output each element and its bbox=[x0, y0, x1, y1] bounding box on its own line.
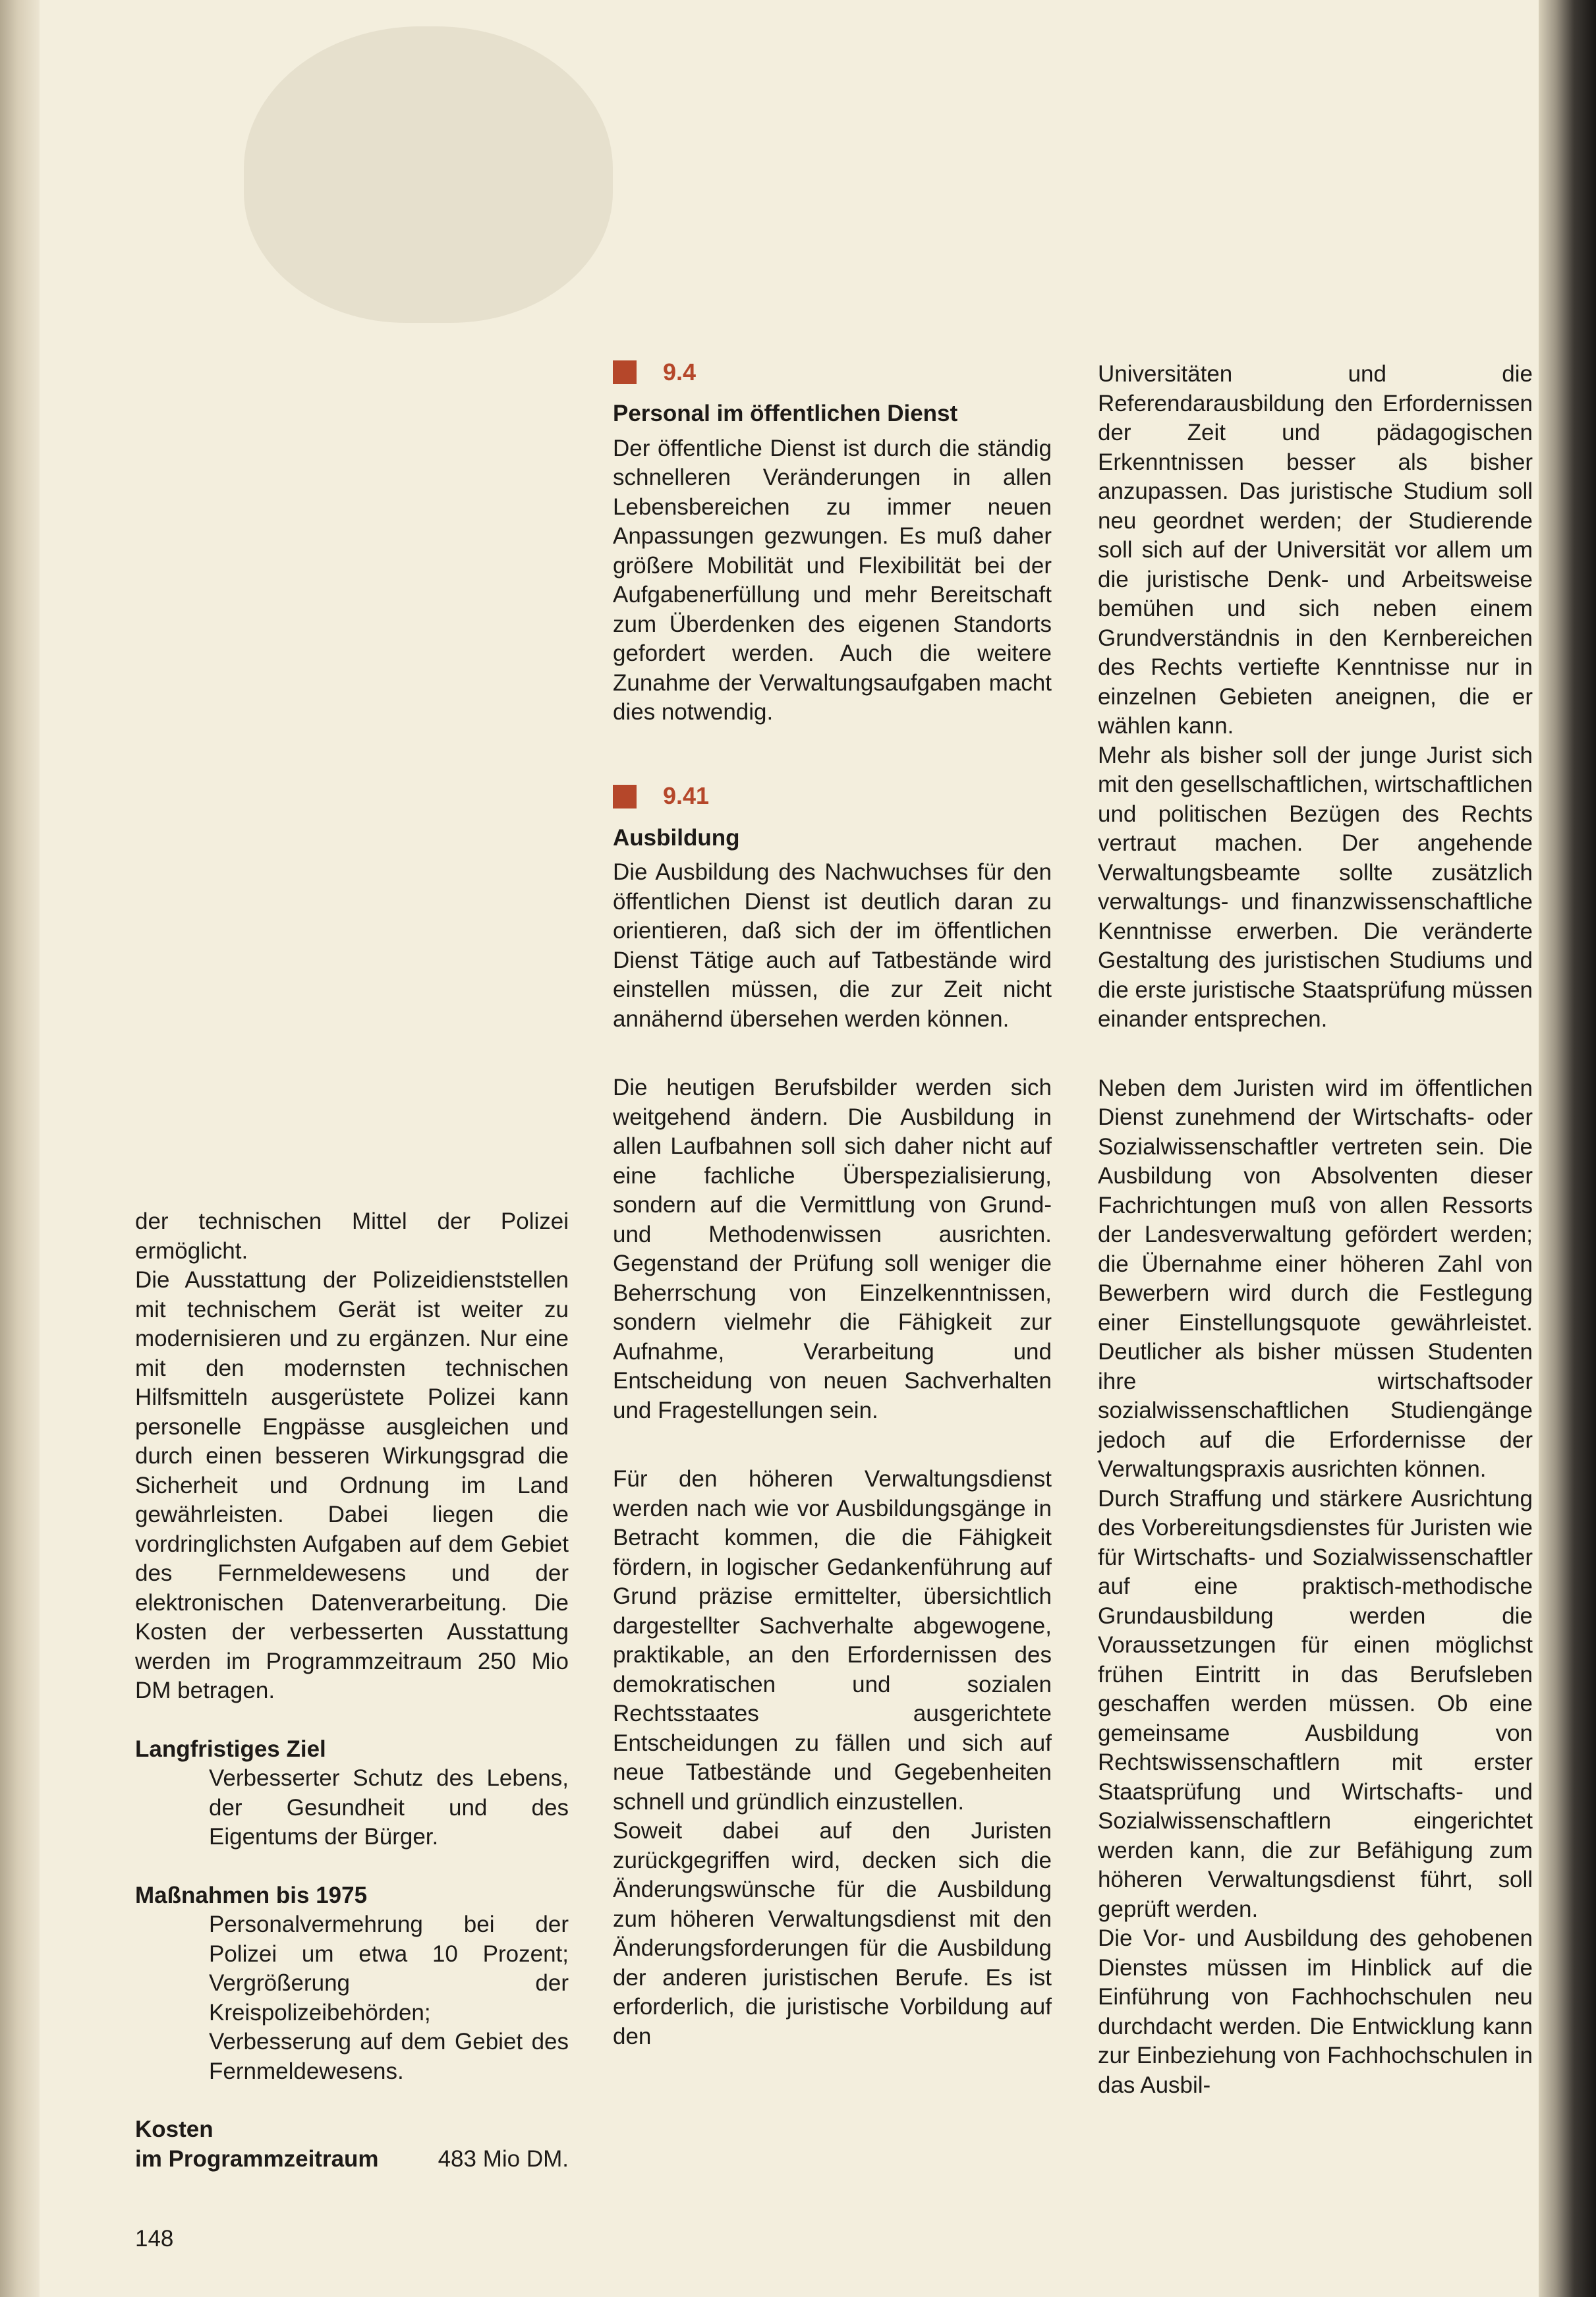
cost-label-line2: im Programmzeitraum bbox=[135, 2145, 379, 2172]
page-number: 148 bbox=[135, 2226, 174, 2252]
cost-block bbox=[135, 2115, 569, 2174]
paragraph-intro: der technischen Mittel der Polizei ermöglicht. bbox=[135, 1208, 569, 1264]
measures-label: Maßnahmen bis 1975 bbox=[135, 1882, 368, 1908]
subsection-square-marker bbox=[613, 785, 637, 808]
subsection-number: 9.41 bbox=[663, 782, 710, 810]
paragraph-upper-service: Die Vor- und Ausbildung des gehobenen Dienstes müssen im Hinblick auf die Einführung von Fachhochschulen neu durchdacht werden. Die Entwicklung kann zur Einbeziehung von Fachhochschulen in das Ausbil- bbox=[1098, 1925, 1533, 2098]
section-number: 9.4 bbox=[663, 358, 697, 385]
goal-text: Verbesserter Schutz des Lebens, der Gesundheit und des Eigentums der Bürger. bbox=[209, 1765, 569, 1850]
paragraph-universities: Universitäten und die Referendarausbildung den Erfordernissen der Zeit und pädagogischen Erkenntnissen besser als bisher anzupassen. Das juristische Studium soll neu geordnet werden; der Studierende soll sich auf der Universität vor allem um die juristische Denk- und Arbeitsweise bemühen und sich neben einem Grundverständnis in den Kernbereichen des Rechts vertiefte Kenntnisse nur in einzelnen Gebieten aneignen, die er wählen kann. bbox=[1098, 361, 1533, 739]
paragraph-equipment: Die Ausstattung der Polizeidienststellen mit technischem Gerät ist weiter zu modernisieren und zu ergänzen. Nur eine mit den modernsten technischen Hilfsmitteln ausgerüstete Polizei kann personelle Engpässe ausgleichen und durch einen besseren Wirkungsgrad die Sicherheit und Ordnung im Land gewährleisten. Dabei liegen die vordringlichsten Aufgaben auf dem Gebiet des Fernmeldewesens und der elektronischen Datenverarbeitung. Die Kosten der verbesserten Ausstattung werden im Programmzeitraum 250 Mio DM betragen. bbox=[135, 1267, 569, 1703]
paragraph-job-profiles: Die heutigen Berufsbilder werden sich weitgehend ändern. Die Ausbildung in allen Laufbahnen soll sich daher nicht auf eine fachliche Überspezialisierung, sondern auf die Vermittlung von Grund- und Methodenwissen ausrichten. Gegenstand der Prüfung soll weniger die Beherrschung von Einzelkenntnissen, sondern vielmehr die Fähigkeit zur Aufnahme, Verarbeitung und Entscheidung von neuen Sachverhalten und Fragestellungen sein. bbox=[613, 1075, 1052, 1423]
show-through-graphic bbox=[244, 26, 613, 323]
goal-label: Langfristiges Ziel bbox=[135, 1736, 326, 1762]
paragraph-young-jurist: Mehr als bisher soll der junge Jurist sich mit den gesellschaftlichen, wirtschaftlichen und politischen Bezügen des Rechts vertraut machen. Der angehende Verwaltungsbeamte sollte zusätzlich verwaltungs- und finanzwissenschaftliche Kenntnisse erwerben. Die veränderte Gestaltung des juristischen Studiums und die erste juristische Staatsprüfung müssen einander entsprechen. bbox=[1098, 742, 1533, 1032]
section-square-marker bbox=[613, 360, 637, 384]
measures-text: Personalvermehrung bei der Polizei um etwa 10 Prozent; Vergrößerung der Kreispolizeibehörden; Verbesserung auf dem Gebiet des Fernmeldewesens. bbox=[209, 1912, 569, 2084]
cost-label-line1: Kosten bbox=[135, 2116, 214, 2142]
paragraph-higher-service: Für den höheren Verwaltungsdienst werden nach wie vor Ausbildungsgänge in Betracht kommen, die die Fähigkeit fördern, in logischer Gedankenführung auf Grund präzise ermittelter, übersichtlich dargestellter Sachverhalte abgewogene, praktikable, an den Erfordernissen des demokratischen und sozialen Rechtsstaates ausgerichtete Entscheidungen zu fällen und sich auf neue Tatbestände und Gegebenheiten schnell und gründlich einzustellen. bbox=[613, 1466, 1052, 1815]
column-left bbox=[135, 1207, 569, 2174]
column-middle bbox=[613, 356, 1052, 2051]
cost-row bbox=[135, 2145, 569, 2174]
section-title: Personal im öffentlichen Dienst bbox=[613, 401, 958, 426]
cost-value: 483 Mio DM. bbox=[438, 2145, 569, 2172]
paragraph-preparatory-service: Durch Straffung und stärkere Ausrichtung des Vorbereitungsdienstes für Juristen wie für Wirtschafts- und Sozialwissenschaftler auf eine praktisch-methodische Grundausbildung werden die Voraussetzungen für einen möglichst frühen Eintritt in das Berufsleben geschaffen werden müssen. Ob eine gemeinsame Ausbildung von Rechtswissenschaftlern mit erster Staatsprüfung und Wirtschafts- und Sozialwissenschaftlern eingerichtet werden kann, die zur Befähigung zum höheren Verwaltungsdienst führt, soll geprüft werden. bbox=[1098, 1485, 1533, 1922]
section-heading bbox=[613, 356, 1052, 389]
book-spine-shadow bbox=[0, 0, 40, 2297]
section-paragraph: Der öffentliche Dienst ist durch die ständig schnelleren Veränderungen in allen Lebensbereichen zu immer neuen Anpassungen gezwungen. Es muß daher größere Mobilität und Flexibilität bei der Aufgabenerfüllung und mehr Bereitschaft zum Überdenken des eigenen Standorts gefordert werden. Auch die weitere Zunahme der Verwaltungsaufgaben macht dies notwendig. bbox=[613, 435, 1052, 725]
subsection-title: Ausbildung bbox=[613, 824, 740, 851]
paragraph-jurists: Soweit dabei auf den Juristen zurückgegriffen wird, decken sich die Änderungswünsche für die Ausbildung zum höheren Verwaltungsdienst mit den Änderungsforderungen für die Ausbildung der anderen juristischen Berufe. Es ist erforderlich, die juristische Vorbildung auf den bbox=[613, 1818, 1052, 2049]
column-right bbox=[1098, 360, 1533, 2100]
page-edge-gutter bbox=[1539, 0, 1596, 2297]
paragraph-economists: Neben dem Juristen wird im öffentlichen Dienst zunehmend der Wirtschafts- oder Sozialwissenschaftler vertreten sein. Die Ausbildung von Absolventen dieser Fachrichtungen muß von allen Ressorts der Landesverwaltung gefördert werden; die Übernahme einer höheren Zahl von Bewerbern wird durch die Festlegung einer Einstellungsquote gewährleistet. Deutlicher als bisher müssen Studenten ihre wirtschaftsoder sozialwissenschaftlichen Studiengänge jedoch auf die Erfordernisse der Verwaltungspraxis ausrichten können. bbox=[1098, 1075, 1533, 1482]
subsection-heading bbox=[613, 780, 1052, 813]
paragraph-orientation: Die Ausbildung des Nachwuchses für den öffentlichen Dienst ist deutlich daran zu orientieren, daß sich der im öffentlichen Dienst Tätige auch auf Tatbestände wird einstellen müssen, die zur Zeit nicht annähernd übersehen werden können. bbox=[613, 859, 1052, 1032]
